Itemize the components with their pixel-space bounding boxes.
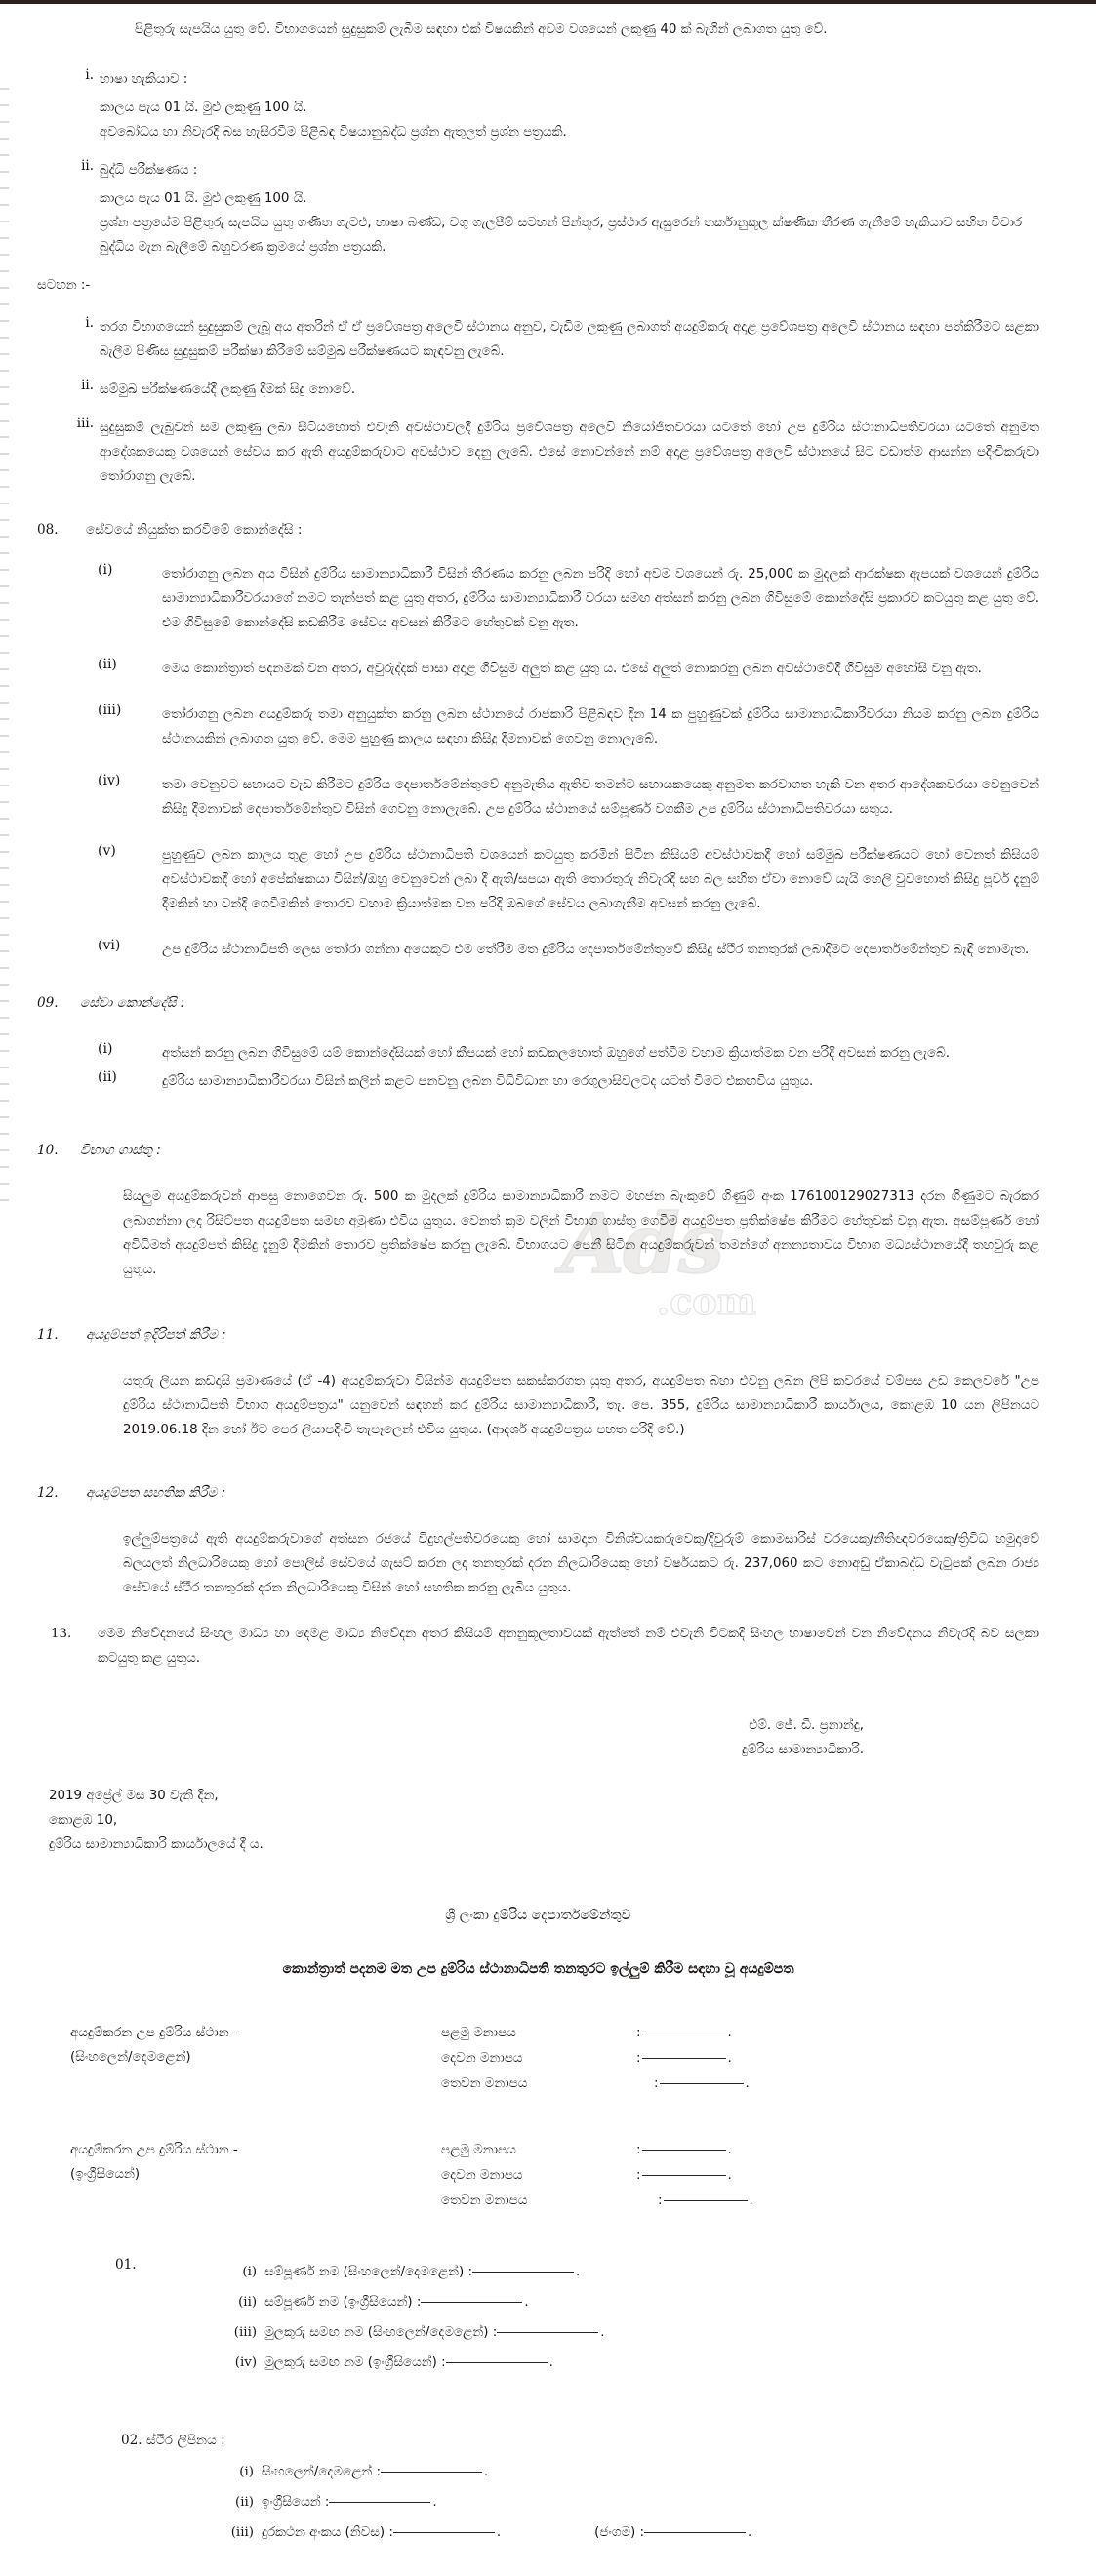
station-label-line1: අයදුම්කරන උප දුම්රිය ස්ථාන - <box>70 2143 238 2157</box>
section-09-heading <box>37 991 1039 1016</box>
watermark-word: Ads <box>561 1195 723 1292</box>
field-input-blank[interactable] <box>381 2464 482 2473</box>
section-11-body: යතුරු ලියන කඩදාසි ප්‍රමාණයේ (ඒ -4) අයදුම්කරුවා විසින්ම අයදුම්පත සකස්කරගත යුතු අතර, අයදුම්පත බහා එවනු ලබන ලිපි කවරයේ වම්පස උඩ කෙලවරේ "උප දුම්රිය ස්ථානාධිපති විභාග අයදුම්පත්‍රය" යනුවෙන් සඳහන් කර දුම්රිය සාමාන්‍යාධිකාරී, තැ. පෙ. 355, දුම්රිය සාමාන්‍යාධිකාරී කාර්යාලය, කොළඹ 10 යන ලිපිනයට 2019.06.18 දින හෝ ඊට පෙර ලියාපදිංචි තැපෑලෙන් එවිය යුතුය. (ආදර්ශ අයදුම්පත්‍රය පහත පරිදි වේ.) <box>123 1374 1039 1437</box>
section-number: 12. <box>37 1485 59 1501</box>
signature-block <box>37 1713 1039 1762</box>
section-number: 11. <box>37 1327 59 1343</box>
form-field-row <box>211 2487 1039 2517</box>
preference-rows <box>441 2138 1039 2214</box>
station-preference-block-english <box>37 2138 1039 2214</box>
preference-label: දෙවන මනාපය <box>441 2051 523 2066</box>
period: . <box>727 2143 732 2157</box>
list-marker: (iv) <box>234 2355 258 2370</box>
list-marker: (iv) <box>98 773 121 788</box>
form-title: කොන්ත්‍රාත් පදනම මත උප දුම්රිය ස්ථානාධිපති තනතුරට ඉල්ලුම් කිරීම සඳහා වූ අයදුම්පත <box>282 1961 794 1977</box>
list-marker: (i) <box>242 2265 258 2279</box>
list-marker: (ii) <box>238 2295 258 2310</box>
period: . <box>483 2465 489 2479</box>
exam-paper-heading: භාෂා හැකියාව : <box>100 72 188 87</box>
field-input-blank[interactable] <box>472 2264 574 2273</box>
period: . <box>727 2026 732 2040</box>
service-condition-text: අත්සන් කරනු ලබන ගිවිසුමේ යම් කොන්දේසියක් හෝ කීපයක් හෝ කඩකලහොත් ඔහුගේ පත්වීම වහාම ක්‍රියාත්මක වන පරිදි අවසන් කරනු ලැබේ. <box>162 1046 950 1061</box>
note-item <box>37 416 1039 489</box>
form-department-name: ශ්‍රී ලංකා දුම්රිය දෙපාර්තමේන්තුව <box>445 1908 631 1923</box>
period: . <box>524 2295 529 2310</box>
condition-text: තෝරාගනු ලබන අය විසින් දුම්රිය සාමාන්‍යාධිකාරී විසින් තීරණය කරනු ලබන පරිදි හෝ අවම වශයෙන් රු. 25,000 ක මුදලක් ආරක්ෂක ඇපයක් වශයෙන් දුම්රිය සාමාන්‍යාධිකාරීවරයාගේ නමට තැන්පත් කළ යුතු අතර, දුම්රිය සාමාන්‍යාධිකාරී වරයා සමඟ අත්සන් කරනු ලබන ගිවිසුමේ කොන්දේසි ප්‍රකාරව කටයුතු කළ යුතු වේ. එම ගිවිසුමේ කොන්දේසි කඩකිරීම සේවය අවසන් කිරීමට හේතුවක් වනු ඇත. <box>162 567 1039 630</box>
list-marker: (v) <box>98 843 116 859</box>
preference-row <box>441 2072 1039 2097</box>
issue-date: 2019 අප්‍රේල් මස 30 වැනි දින, <box>49 1789 219 1803</box>
condition-text: තමා වෙනුවට සහායට වැඩ කිරීමට දුම්රිය දෙපාර්තමේන්තුවේ අනුමැතිය ඇතිව තමන්ට සහායකයෙකු අනුමත කරවාගත හැකි වන අතර ආදේශකවරයා වෙනුවෙන් කිසිදු දීමනාවක් දෙපාර්තමේන්තුව විසින් ගෙවනු නොලැබේ. උප දුම්රිය ස්ථානයේ සම්පූර්ණ වගකීම උප දුම්රිය ස්ථානාධිපතිවරයා සතුය. <box>162 778 1039 817</box>
section-09-items <box>37 1041 1039 1094</box>
section-13 <box>37 1622 1039 1670</box>
condition-item <box>37 843 1039 916</box>
lead-paragraph: පිළිතුරු සැපයිය යුතු වේ. විභාගයෙන් සුදුසුකම් ලැබීම සඳහා එක් විෂයකින් අවම වශයෙන් ලකුණු 40 ක් බැගින් ලබාගත යුතු වේ. <box>135 22 828 37</box>
preference-row <box>441 2163 1039 2189</box>
preference-rows <box>441 2021 1039 2097</box>
condition-item <box>37 562 1039 635</box>
service-condition-text: දුම්රිය සාමාන්‍යාධිකාරීවරයා විසින් කලින් කළට පනවනු ලබන විධිවිධාන හා රෙගුලාසිවලටද යටත් වීමට එකඟවිය යුතුය. <box>162 1074 814 1089</box>
condition-item <box>37 938 1039 962</box>
section-12-body: ඉල්ලුම්පත්‍රයේ ඇති අයදුම්කරුවාගේ අත්සන රජයේ විදුහල්පතිවරයෙකු හෝ සාමදාන විනිශ්චයකරුවෙකු/දිවුරුම් කොමසාරිස් වරයෙකු/නීතිඥවරයෙකු/ත්‍රිවිධ හමුදාවේ බලයලත් නිලධාරියෙකු හෝ පොලිස් සේවයේ ගැසට් කරන ලද තනතුරක් දරන නිලධාරියෙකු හෝ වර්ෂයකට රු. 237,060 කට නොඅඩු ඒකාබද්ධ වැටුපක් ලබන රාජ්‍ය සේවයේ ස්ථීර තනතුරක් දරන නිලධාරියෙකු විසින් හෝ සහතික කරනු ලැබිය යුතුය. <box>123 1532 1039 1595</box>
period: . <box>600 2325 605 2340</box>
period: . <box>727 2051 732 2066</box>
field-label: සම්පූර්ණ නම (ඉංග්‍රීසියෙන්) : <box>264 2295 422 2310</box>
question-number: 01. <box>115 2257 137 2273</box>
exam-paper-item <box>37 67 1039 144</box>
list-marker: (iii) <box>98 703 122 718</box>
note-label: සටහන :- <box>37 278 91 293</box>
colon: : <box>636 2051 641 2066</box>
exam-paper-description: ප්‍රශ්න පත්‍රයේම පිළිතුරු සැපයිය යුතු ගණිත ගැටළු, භාෂා බණ්ඩ, වගු ගැලපීම් සටහන් පින්තූර, ප්‍රස්ථාර ඇසුරෙන් තර්කානුකූල ක්ෂණික තීරණ ගැනීමේ හැකියාව සහිත විචාර බුද්ධිය මැන බැලීමේ බහුවරණ ක්‍රමයේ ප්‍රශ්න පත්‍රයකි. <box>100 216 1023 255</box>
question-number: 02. <box>121 2433 142 2448</box>
preference-row <box>441 2189 1039 2214</box>
preference-label: පළමු මනාපය <box>441 2143 516 2157</box>
field-input-blank[interactable] <box>497 2324 598 2333</box>
field-input-blank[interactable] <box>446 2355 548 2363</box>
preference-input-blank[interactable] <box>642 2167 726 2176</box>
colon: : <box>636 2143 641 2157</box>
period: . <box>432 2495 437 2510</box>
question-1-items <box>214 2257 604 2378</box>
preference-input-blank[interactable] <box>642 2142 726 2151</box>
station-label-line2: (ඉංග්‍රීසියෙන්) <box>70 2167 141 2182</box>
section-title: සේවා කොන්දේසි : <box>80 995 185 1011</box>
list-marker: i. <box>85 67 94 83</box>
list-marker: ii. <box>81 158 94 174</box>
preference-label: පළමු මනාපය <box>441 2026 516 2040</box>
form-field-row <box>214 2257 604 2287</box>
exam-paper-item <box>37 158 1039 260</box>
field-label: සිංහලෙන්/දෙමළෙන් : <box>262 2465 381 2479</box>
note-list <box>37 315 1039 489</box>
colon: : <box>636 2168 641 2183</box>
section-12-heading <box>37 1481 1039 1506</box>
form-field-row <box>214 2348 604 2378</box>
exam-paper-description: අවබෝධය හා නිවැරදි බස හැසිරවීම පිළිබඳ විෂයානුබද්ධ ප්‍රශ්න ඇතුලත් ප්‍රශ්න පත්‍රයකි. <box>100 125 567 140</box>
place-date-block <box>37 1784 1039 1857</box>
station-preference-block-sinhala <box>37 2021 1039 2097</box>
list-marker: (iii) <box>233 2325 258 2340</box>
list-marker: iii. <box>76 416 94 431</box>
exam-paper-list <box>37 67 1039 260</box>
period: . <box>745 2076 750 2091</box>
field-input-blank-mobile[interactable] <box>644 2524 746 2533</box>
section-10-body: සියලුම අයදුම්කරුවන් ආපසු නොගෙවන රු. 500 ක මුදලක් දුම්රිය සාමාන්‍යාධිකාරී නමට මහජන බැංකුවේ ගිණුම් අංක 176100129027313 දරන ගිණුමට බැරකර ලබාගන්නා ලද රිසිට්පත අයදුම්පත සමඟ අමුණා එවිය යුතුය. වෙනත් ක්‍රම වලින් විභාග ගාස්තු ගෙවීම අයදුම්පත ප්‍රතික්ෂේප කිරීමට හේතුවක් වනු ඇත. අසම්පූර්ණ හෝ අවිධිමත් අයදුම්පත් කිසිදු දැනුම් දීමකින් තොරව ප්‍රතික්ෂේප කරනු ලැබේ. විභාගයට පෙනී සිටින අයදුම්කරුවන් තමන්ගේ අනන්‍යතාවය විභාග මධ්‍යස්ථානයේදී තහවුරු කළ යුතුය. <box>123 1189 1039 1277</box>
field-label: ඉංග්‍රීසියෙන් : <box>262 2495 330 2510</box>
station-label-line2: (සිංහලෙන්/දෙමළෙන්) <box>70 2050 191 2065</box>
station-label-line1: අයදුම්කරන උප දුම්රිය ස්ථාන - <box>70 2026 238 2040</box>
list-marker: ii. <box>81 378 94 393</box>
list-marker: (vi) <box>98 938 121 953</box>
question-title: ස්ථීර ලිපිනය : <box>145 2433 225 2448</box>
section-title: අයදුම්පත් ඉදිරිපත් කිරීම : <box>86 1327 226 1343</box>
preference-input-blank[interactable] <box>664 2193 748 2201</box>
note-item <box>37 378 1039 402</box>
form-field-row <box>211 2517 1039 2548</box>
condition-text: තෝරාගනු ලබන අයදුම්කරු තමා අනුයුක්ත කරනු ලබන ස්ථානයේ රාජකාරි පිළිබඳව දින 14 ක පුහුණුවක් දුම්රිය සාමාන්‍යාධිකාරීවරයා නියම කරනු ලබන දුම්රිය ස්ථානයකින් ලබාගත යුතු වේ. මෙම පුහුණු කාලය සඳහා කිසිදු දීමනාවක් ගෙවනු නොලැබේ. <box>162 707 1039 746</box>
form-field-row <box>211 2457 1039 2487</box>
preference-input-blank[interactable] <box>642 2025 726 2033</box>
period: . <box>575 2265 581 2279</box>
list-marker: (ii) <box>98 1069 117 1085</box>
preference-row <box>441 2021 1039 2046</box>
field-label-mobile: (ජංගම) : <box>594 2525 645 2540</box>
period: . <box>548 2355 553 2370</box>
preference-row <box>441 2138 1039 2163</box>
station-label <box>70 2021 441 2097</box>
field-label: මුලකුරු සමඟ නම (සිංහලෙන්/දෙමළෙන්) : <box>264 2325 498 2340</box>
form-field-row <box>214 2287 604 2317</box>
period: . <box>496 2525 502 2540</box>
note-text: සම්මුඛ පරීක්ෂණයේදී ලකුණු දීමක් සිදු නොවේ. <box>100 382 356 397</box>
list-marker: (ii) <box>234 2495 254 2510</box>
section-number: 08. <box>37 522 59 538</box>
note-text: තරග විභාගයෙන් සුදුසුකම් ලැබූ අය අතරින් ඒ ඒ ප්‍රවේශපත්‍ර අලෙවි ස්ථානය අනුව, වැඩිම ලකුණු ලබාගත් අයදුම්කරු අදාළ ප්‍රවේශපත්‍ර අලෙවි ස්ථානය සඳහා පත්කිරීමට සළකා බැලීම පිණිස සුදුසුකම් පරීක්ෂා කිරීමේ සම්මුඛ පරීක්ෂණයට කැඳවනු ලැබේ. <box>100 320 1039 359</box>
list-marker: (i) <box>98 1041 113 1057</box>
signatory-name: එම්. ජේ. ඩී. ප්‍රනාන්දු, <box>749 1718 864 1733</box>
preference-label: තෙවන මනාපය <box>441 2194 528 2208</box>
note-text: සුදුසුකම් ලැබුවන් සම ලකුණු ලබා සිටියහොත් එවැනි අවස්ථාවලදී දුම්රිය ප්‍රවේශපත්‍ර අලෙවි නියෝජිතවරයා යටතේ හෝ උප දුම්රිය ස්ථානාධිපතිවරයා යටතේ අනුමත ආදේශකයෙකු වශයෙන් සේවය කර ඇති අයදුම්කරුවාට අවස්ථාව දෙනු ලැබේ. එසේ නොවන්නේ නම් අදාළ ප්‍රවේශපත්‍ර අලෙවි ස්ථානයේ සිට වඩාත්ම ආසන්න පදිංචිකරුවා තෝරාගනු ලැබේ. <box>100 421 1039 484</box>
field-input-blank[interactable] <box>421 2294 522 2303</box>
question-2-items <box>37 2457 1039 2548</box>
field-label: මුලකුරු සමඟ නම (ඉංග්‍රීසියෙන්) : <box>264 2355 446 2370</box>
service-condition-item <box>37 1041 1039 1066</box>
field-input-blank-home[interactable] <box>393 2524 495 2533</box>
field-input-blank[interactable] <box>329 2494 430 2503</box>
field-label: දුරකථන අංකය (නිවස) : <box>262 2525 393 2540</box>
colon: : <box>654 2076 659 2091</box>
form-question-2-heading <box>37 2429 1039 2453</box>
list-marker: (iii) <box>230 2525 254 2540</box>
section-title: අයදුම්පත සහතික කිරීම : <box>86 1485 226 1501</box>
colon: : <box>658 2194 663 2208</box>
service-condition-item <box>37 1069 1039 1094</box>
section-number: 13. <box>51 1627 72 1641</box>
exam-paper-duration: කාලය පැය 01 යි. මුළු ලකුණු 100 යි. <box>100 191 307 206</box>
section-08-heading <box>37 518 1039 543</box>
condition-text: උප දුම්රිය ස්ථානාධිපති ලෙස තෝරා ගන්නා අයෙකුට එම තේරීම මත දුම්රිය දෙපාර්තමේන්තුවේ කිසිදු ස්ථීර තනතුරක් ලබාදීමට දෙපාර්තමේන්තුව බැඳී නොමැත. <box>162 943 1030 957</box>
section-10-heading <box>37 1139 1039 1163</box>
section-13-text: මෙම නිවේදනයේ සිංහල මාධ්‍ය හා දෙමළ මාධ්‍ය නිවේදන අතර කිසියම් අනනුකූලතාවයක් ඇත්තේ නම් එවැනි විටකදී සිංහල භාෂාවෙන් වන නිවේදනය නිවැරදි බව සලකා කටයුතු කළ යුතුය. <box>98 1627 1039 1666</box>
preference-row <box>441 2046 1039 2072</box>
section-title: විභාග ගාස්තු : <box>80 1143 161 1158</box>
list-marker: (i) <box>239 2465 254 2479</box>
section-title: සේවයේ නියුක්ත කරවීමේ කොන්දේසි : <box>86 522 303 538</box>
section-08-items <box>37 562 1039 962</box>
list-marker: i. <box>85 315 94 331</box>
form-question-1 <box>37 2257 1039 2378</box>
list-marker: (ii) <box>98 657 117 672</box>
exam-paper-duration: කාලය පැය 01 යි. මුළු ලකුණු 100 යි. <box>100 101 307 115</box>
section-number: 09. <box>37 995 59 1011</box>
condition-item <box>37 773 1039 822</box>
issue-office: දුම්රිය සාමාන්‍යාධිකාරි කාර්යාලයේ දී ය. <box>49 1837 264 1852</box>
form-field-row <box>214 2317 604 2348</box>
condition-item <box>37 657 1039 681</box>
signatory-designation: දුම්රිය සාමාන්‍යාධිකාරි. <box>741 1743 864 1757</box>
note-item <box>37 315 1039 364</box>
condition-text: පුහුණුව ලබන කාලය තුළ හෝ උප දුම්රිය ස්ථානාධිපති වශයෙන් කටයුතු කරමින් සිටින කිසියම් අවස්ථාවකදී හෝ සම්මුඛ පරීක්ෂණයට හෝ වෙනත් කිසියම් අවස්ථාවකදී හෝ අපේක්ෂකයා විසින්/ඔහු වෙනුවෙන් ලබා දී ඇති/සපයා ඇති තොරතුරු නිවැරදි සහ බල සහිත ඒවා නොවේ යැයි හෙලි වුවහොත් කිසිදු පූර්ව දැනුම් දීමකින් හා වන්දි ගෙවීමකින් තොරව වහාම ක්‍රියාත්මක වන පරිදි ඔබගේ සේවය ලබාගැනීම අවසන් කරනු ලැබේ. <box>162 848 1039 911</box>
condition-text: මෙය කොන්ත්‍රාත් පදනමක් වන අතර, අවුරුද්දක් පාසා අදාළ ගිවිසුම අලුත් කළ යුතු ය. එසේ අලුත් නොකරනු ලබන අවස්ථාවේදී ගිවිසුම අහෝසි වනු ඇත. <box>162 662 982 676</box>
section-11-heading <box>37 1323 1039 1348</box>
condition-item <box>37 703 1039 751</box>
preference-label: තෙවන මනාපය <box>441 2076 528 2091</box>
issue-city: කොළඹ 10, <box>49 1813 118 1828</box>
watermark-domain: .com <box>657 1279 756 1323</box>
colon: : <box>636 2026 641 2040</box>
field-label: සම්පූර්ණ නම (සිංහලෙන්/දෙමළෙන්) : <box>264 2265 472 2279</box>
station-label <box>70 2138 441 2214</box>
preference-label: දෙවන මනාපය <box>441 2168 523 2183</box>
list-marker: (i) <box>98 562 113 578</box>
preference-input-blank[interactable] <box>660 2075 744 2084</box>
exam-paper-heading: බුද්ධි පරීක්ෂණය : <box>100 163 198 178</box>
period: . <box>727 2168 732 2183</box>
period: . <box>748 2525 752 2540</box>
period: . <box>749 2194 753 2208</box>
preference-input-blank[interactable] <box>642 2050 726 2059</box>
section-number: 10. <box>37 1143 59 1158</box>
